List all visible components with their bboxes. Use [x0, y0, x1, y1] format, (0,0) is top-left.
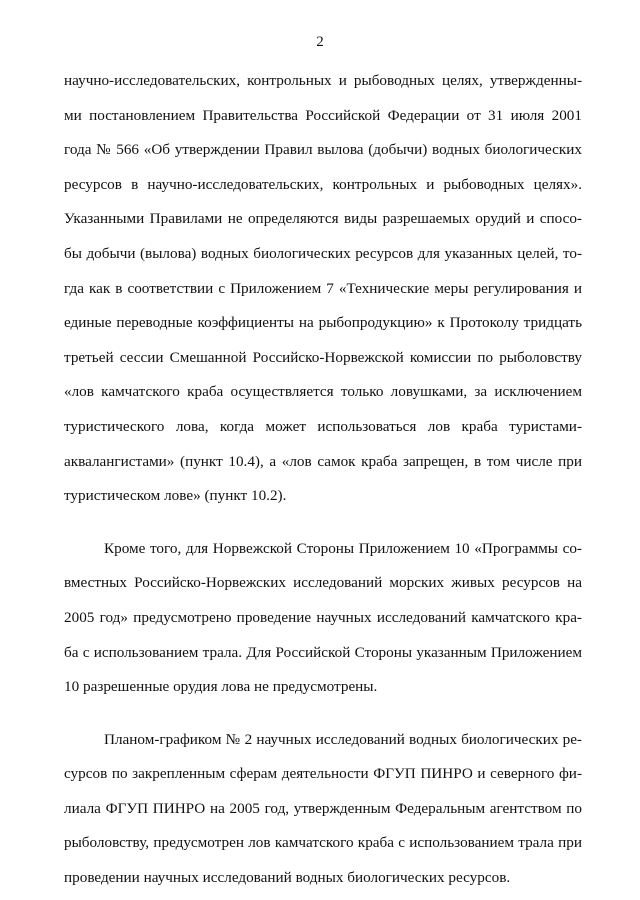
- text-line: вместных Российско-Норвежских исследований морских живых ресурсов на: [64, 574, 582, 592]
- text-line: проведении научных исследований водных биологических ресурсов.: [64, 869, 511, 887]
- text-line: аквалангистами» (пункт 10.4), а «лов самок краба запрещен, в том числе при: [64, 452, 582, 470]
- text-line: рыболовству, предусмотрен лов камчатского краба с использованием трала при: [64, 834, 582, 852]
- text-line: «лов камчатского краба осуществляется только ловушками, за исключением: [64, 383, 582, 401]
- paragraph-norwegian-program: [64, 532, 582, 705]
- text-line: единые переводные коэффициенты на рыбопродукцию» к Протоколу тридцать: [64, 314, 582, 332]
- text-line: Планом-графиком № 2 научных исследований водных биологических ре-: [104, 730, 582, 748]
- paragraph-gap: [64, 705, 582, 723]
- text-line: года № 566 «Об утверждении Правил вылова (добычи) водных биологических: [64, 141, 582, 159]
- paragraph-gap: [64, 514, 582, 532]
- text-line: третьей сессии Смешанной Российско-Норвежской комиссии по рыболовству: [64, 348, 582, 366]
- paragraph-research-plan: [64, 723, 582, 896]
- text-line: сурсов по закрепленным сферам деятельности ФГУП ПИНРО и северного фи-: [64, 765, 582, 783]
- text-line: туристическом лове» (пункт 10.2).: [64, 487, 287, 505]
- text-line: гда как в соответствии с Приложением 7 «Технические меры регулирования и: [64, 279, 582, 297]
- text-line: ми постановлением Правительства Российской Федерации от 31 июля 2001: [64, 106, 582, 124]
- text-line: Указанными Правилами не определяются виды разрешаемых орудий и спосо-: [64, 210, 582, 228]
- text-line: ба с использованием трала. Для Российской Стороны указанным Приложением: [64, 643, 582, 661]
- text-line: Кроме того, для Норвежской Стороны Приложением 10 «Программы со-: [104, 539, 582, 557]
- text-line: лиала ФГУП ПИНРО на 2005 год, утвержденным Федеральным агентством по: [64, 799, 582, 817]
- page-number: 2: [316, 34, 324, 50]
- text-line: 2005 год» предусмотрено проведение научных исследований камчатского кра-: [64, 608, 582, 626]
- text-line: 10 разрешенные орудия лова не предусмотрены.: [64, 678, 378, 696]
- text-line: научно-исследовательских, контрольных и рыбоводных целях, утвержденны-: [64, 72, 582, 89]
- document-body: [64, 64, 582, 896]
- text-line: туристического лова, когда может использоваться лов краба туристами-: [64, 417, 582, 435]
- text-line: ресурсов в научно-исследовательских, контрольных и рыбоводных целях».: [64, 175, 582, 193]
- paragraph-fishing-rules: [64, 64, 582, 514]
- text-line: бы добычи (вылова) водных биологических ресурсов для указанных целей, то-: [64, 244, 582, 262]
